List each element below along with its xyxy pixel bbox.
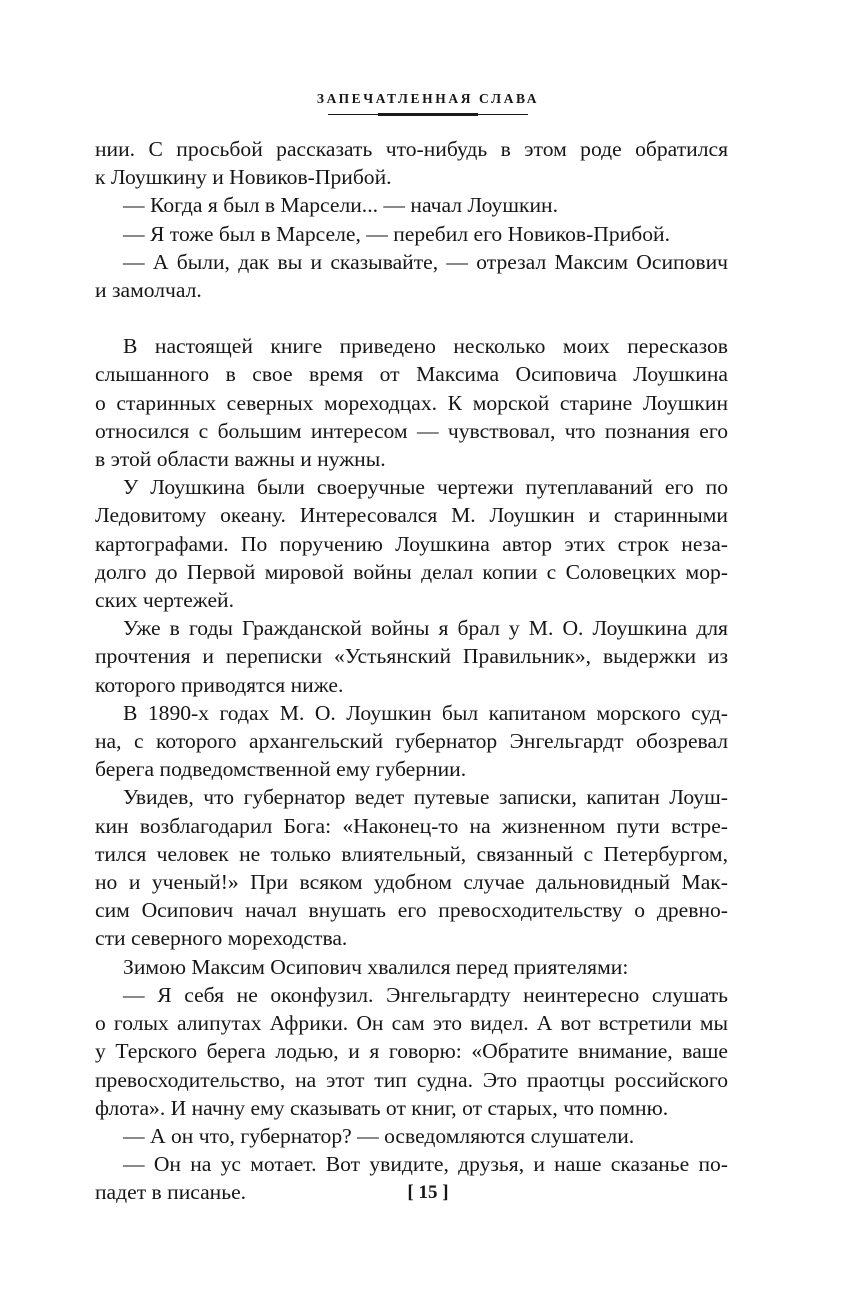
line: но и ученый!» При всяком удобном случае дальновидный Мак-: [95, 870, 728, 895]
paragraph: [95, 332, 728, 360]
line: нии. С просьбой рассказать что-нибудь в этом роде обратился: [95, 137, 728, 161]
paragraph-line: [95, 812, 728, 840]
paragraph: [95, 953, 728, 981]
line: Ледовитому океану. Интересовался М. Лоушкин и старинными: [95, 503, 728, 528]
line: превосходительство, на этот тип судна. Это праотцы российского: [95, 1067, 728, 1092]
paragraph-line: [95, 530, 728, 558]
paragraph-line: [95, 671, 728, 699]
line: долго до Первой мировой войны делал копии с Соловецких мор-: [95, 559, 728, 584]
paragraph: [95, 220, 728, 248]
line: — А были, дак вы и сказывайте, — отрезал Максим Осипович: [123, 249, 728, 274]
paragraph-line: [95, 840, 728, 868]
paragraph: [95, 1122, 728, 1150]
paragraph-line: [95, 276, 728, 304]
paragraph: [95, 1150, 728, 1178]
body-text: [95, 135, 728, 1207]
line: которого приводятся ниже.: [95, 672, 344, 697]
paragraph-line: [95, 417, 728, 445]
line: тился человек не только влиятельный, связанный с Петербургом,: [95, 841, 728, 866]
paragraph-line: [95, 868, 728, 896]
paragraph-line: [95, 1009, 728, 1037]
line: к Лоушкину и Новиков-Прибой.: [95, 165, 392, 190]
paragraph-line: [95, 389, 728, 417]
line: берега подведомственной ему губернии.: [95, 757, 467, 782]
line: о голых алипутах Африки. Он сам это видел. А вот встретили мы: [95, 1011, 728, 1036]
line: ских чертежей.: [95, 588, 234, 613]
line: — Я себя не оконфузил. Энгельгардту неинтересно слушать: [123, 982, 728, 1007]
line: — А он что, губернатор? — осведомляются слушатели.: [123, 1123, 635, 1148]
paragraph-line: [95, 896, 728, 924]
line: У Лоушкина были своеручные чертежи путеплаваний его по: [123, 475, 728, 500]
line: и замолчал.: [95, 278, 202, 303]
line: слышанного в свое время от Максима Осиповича Лоушкина: [95, 362, 728, 387]
paragraph-line: [95, 163, 728, 191]
paragraph-line: [95, 642, 728, 670]
line: В 1890-х годах М. О. Лоушкин был капитаном морского суд-: [123, 700, 728, 725]
paragraph: [95, 135, 728, 163]
paragraph: [95, 981, 728, 1009]
paragraph-line: [95, 360, 728, 388]
line: Уже в годы Гражданской войны я брал у М. О. Лоушкина для: [123, 616, 728, 641]
line: В настоящей книге приведено несколько моих пересказов: [123, 334, 728, 359]
page-number: [ 15 ]: [407, 1182, 449, 1203]
paragraph-line: [95, 1037, 728, 1065]
paragraph-line: [95, 727, 728, 755]
line: картографами. По поручению Лоушкина автор этих строк неза-: [95, 531, 728, 556]
paragraph-line: [95, 924, 728, 952]
paragraph: [95, 614, 728, 642]
line: сим Осипович начал внушать его превосходительству о древно-: [95, 898, 728, 923]
paragraph: [95, 473, 728, 501]
line: прочтения и переписки «Устьянский Правильник», выдержки из: [95, 644, 728, 669]
paragraph-line: [95, 445, 728, 473]
line: падет в писанье.: [95, 1180, 247, 1205]
line: о старинных северных мореходцах. К морской старине Лоушкин: [95, 390, 728, 415]
paragraph: [95, 699, 728, 727]
line: — Я тоже был в Марселе, — перебил его Новиков-Прибой.: [123, 221, 670, 246]
line: кин возблагодарил Бога: «Наконец-то на жизненном пути встре-: [95, 813, 728, 838]
line: в этой области важны и нужны.: [95, 447, 386, 472]
paragraph-line: [95, 558, 728, 586]
line: — Он на ус мотает. Вот увидите, друзья, и наше сказанье по-: [123, 1152, 728, 1177]
line: флота». И начну ему сказывать от книг, от старых, что помню.: [95, 1095, 669, 1120]
line: — Когда я был в Марсели... — начал Лоушкин.: [123, 193, 558, 218]
paragraph: [95, 248, 728, 276]
paragraph-line: [95, 1066, 728, 1094]
line: у Терского берега лодью, и я говорю: «Обратите внимание, ваше: [95, 1039, 728, 1064]
line: на, с которого архангельский губернатор Энгельгардт обозревал: [95, 729, 728, 754]
paragraph-line: [95, 586, 728, 614]
header-rule: [328, 112, 528, 117]
paragraph: [95, 783, 728, 811]
paragraph: [95, 191, 728, 219]
line: относился с большим интересом — чувствовал, что познания его: [95, 418, 728, 443]
line: Зимою Максим Осипович хвалился перед приятелями:: [123, 954, 629, 979]
line: Увидев, что губернатор ведет путевые записки, капитан Лоуш-: [123, 785, 728, 810]
paragraph-line: [95, 1094, 728, 1122]
paragraph-line: [95, 501, 728, 529]
line: сти северного мореходства.: [95, 926, 348, 951]
paragraph-line: [95, 755, 728, 783]
running-head: ЗАПЕЧАТЛЕННАЯ СЛАВА: [316, 91, 540, 106]
header-rule-thick: [378, 113, 478, 116]
